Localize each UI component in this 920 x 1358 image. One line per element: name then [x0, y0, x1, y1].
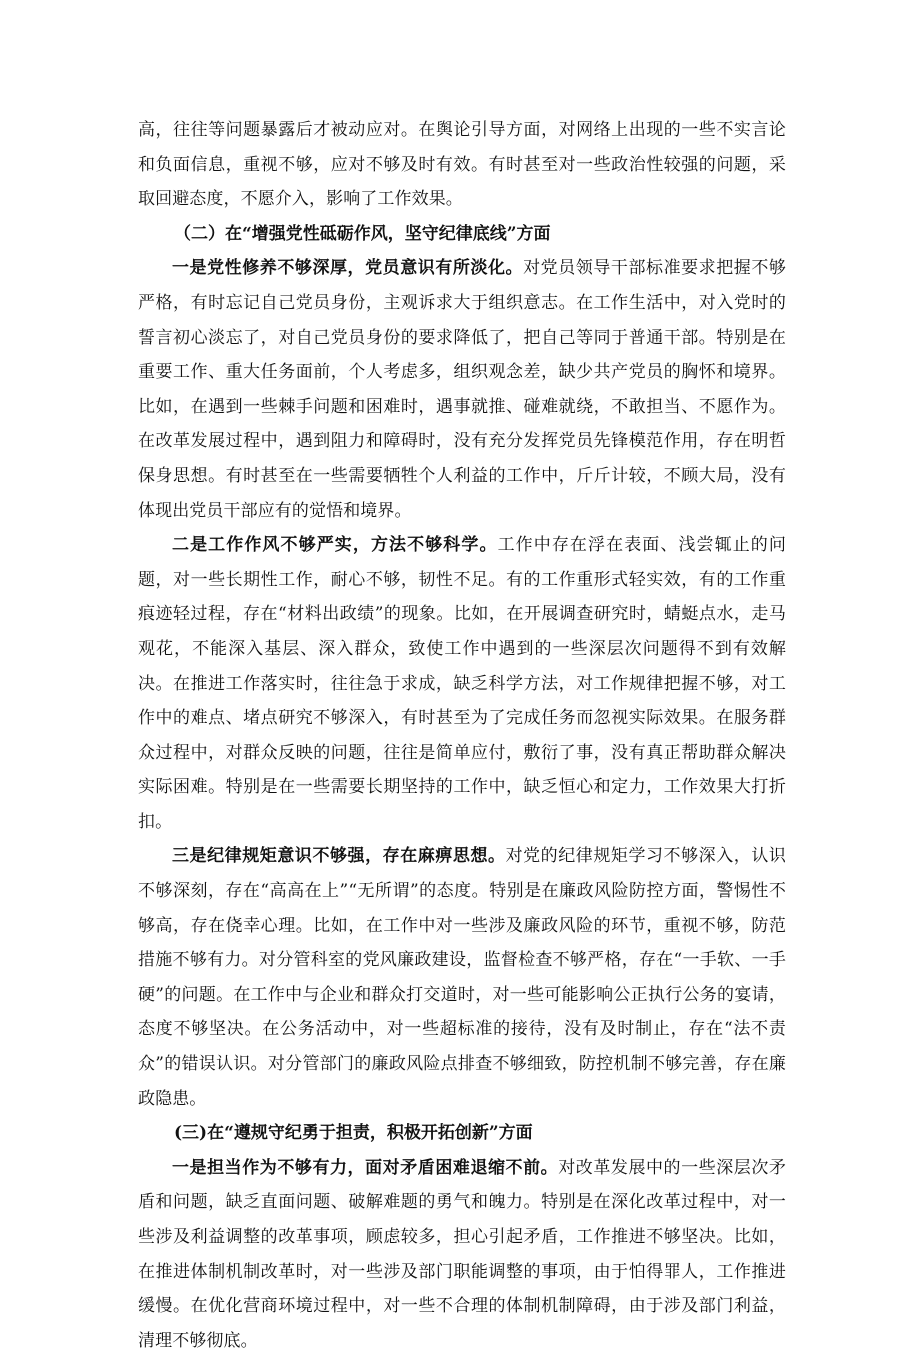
section-heading-3: (三)在“遵规守纪勇于担责，积极开拓创新”方面: [174, 1123, 533, 1144]
paragraph-party-spirit: [138, 251, 786, 528]
paragraph-lead: 三是纪律规矩意识不够强，存在麻痹思想。: [172, 846, 506, 867]
paragraph-body: 对党的纪律规矩学习不够深入，认识不够深刻，存在“高高在上”“无所谓”的态度。特别是在廉政风险防控方面，警惕性不够高，存在侥幸心理。比如，在工作中对一些涉及廉政风险的环节，重视不够，防范措施不够有力。对分管科室的党风廉政建设，监督检查不够严格，存在“一手软、一手硬”的问题。在工作中与企业和群众打交道时，对一些可能影响公正执行公务的宴请，态度不够坚决。在公务活动中，对一些超标准的接待，没有及时制止，存在“法不责众”的错误认识。对分管部门的廉政风险点排查不够细致，防控机制不够完善，存在廉政隐患。: [138, 846, 786, 1109]
paragraph-body: 工作中存在浮在表面、浅尝辄止的问题，对一些长期性工作，耐心不够，韧性不足。有的工作重形式轻实效，有的工作重痕迹轻过程，存在“材料出政绩”的现象。比如，在开展调查研究时，蜻蜓点水，走马观花，不能深入基层、深入群众，致使工作中遇到的一些深层次问题得不到有效解决。在推进工作落实时，往往急于求成，缺乏科学方法，对工作规律把握不够，对工作中的难点、堵点研究不够深入，有时甚至为了完成任务而忽视实际效果。在服务群众过程中，对群众反映的问题，往往是简单应付，敷衍了事，没有真正帮助群众解决实际困难。特别是在一些需要长期坚持的工作中，缺乏恒心和定力，工作效果大打折扣。: [138, 535, 786, 832]
paragraph-lead: 一是担当作为不够有力，面对矛盾困难退缩不前。: [172, 1157, 559, 1178]
paragraph-body: 对党员领导干部标准要求把握不够严格，有时忘记自己党员身份，主观诉求大于组织意志。在工作生活中，对入党时的誓言初心淡忘了，对自己党员身份的要求降低了，把自己等同于普通干部。特别是在重要工作、重大任务面前，个人考虑多，组织观念差，缺少共产党员的胸怀和境界。比如，在遇到一些棘手问题和困难时，遇事就推、碰难就绕，不敢担当、不愿作为。在改革发展过程中，遇到阻力和障碍时，没有充分发挥党员先锋模范作用，存在明哲保身思想。有时甚至在一些需要牺牲个人利益的工作中，斤斤计较，不顾大局，没有体现出党员干部应有的觉悟和境界。: [138, 258, 787, 521]
paragraph-responsibility: [138, 1151, 786, 1358]
paragraph-lead: 二是工作作风不够严实，方法不够科学。: [172, 535, 498, 556]
paragraph-intro: [138, 113, 786, 217]
paragraph-work-style: [138, 528, 786, 839]
paragraph-lead: 一是党性修养不够深厚，党员意识有所淡化。: [172, 258, 524, 279]
document-page: [138, 113, 786, 1358]
paragraph-body: 高，往往等问题暴露后才被动应对。在舆论引导方面，对网络上出现的一些不实言论和负面信息，重视不够，应对不够及时有效。有时甚至对一些政治性较强的问题，采取回避态度，不愿介入，影响了工作效果。: [138, 120, 786, 210]
paragraph-discipline: [138, 839, 786, 1116]
section-heading-2: （二）在“增强党性砥砺作风，坚守纪律底线”方面: [174, 223, 551, 244]
paragraph-body: 对改革发展中的一些深层次矛盾和问题，缺乏直面问题、破解难题的勇气和魄力。特别是在深化改革过程中，对一些涉及利益调整的改革事项，顾虑较多，担心引起矛盾，工作推进不够坚决。比如，在推进体制机制改革时，对一些涉及部门职能调整的事项，由于怕得罪人，工作推进缓慢。在优化营商环境过程中，对一些不合理的体制机制障碍，由于涉及部门利益，清理不够彻底。: [138, 1157, 786, 1351]
